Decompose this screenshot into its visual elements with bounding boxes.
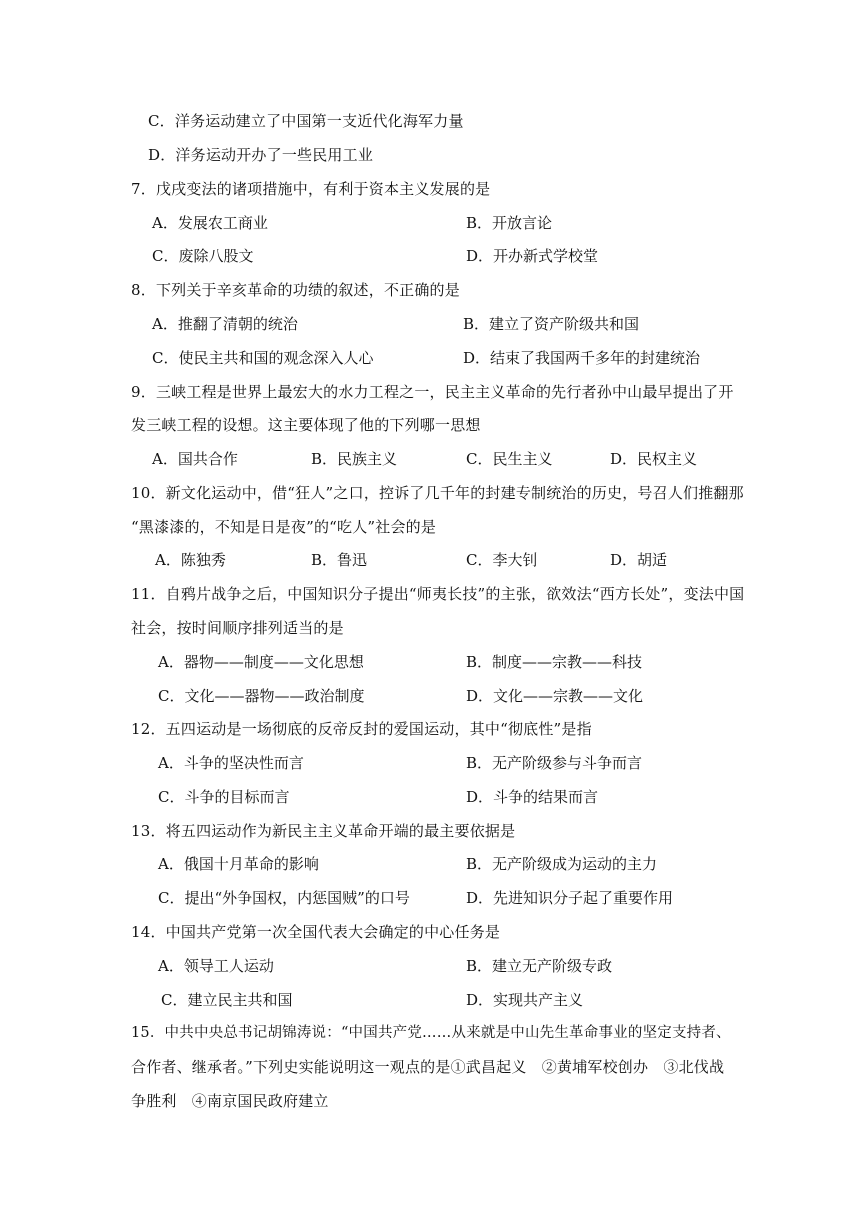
question-10-line-2: “黑漆漆的，不知是日是夜”的“吃人”社会的是 — [131, 518, 437, 536]
q9-option-c: C．民生主义 — [466, 450, 553, 468]
question-14: 14．中国共产党第一次全国代表大会确定的中心任务是 — [131, 923, 501, 941]
q14-option-a: A．领导工人运动 — [158, 957, 274, 975]
q13-option-c: C．提出“外争国权，内惩国贼”的口号 — [158, 889, 410, 907]
q9-option-b: B．民族主义 — [311, 450, 398, 468]
question-13: 13．将五四运动作为新民主主义革命开端的最主要依据是 — [131, 822, 516, 840]
q10-option-a: A．陈独秀 — [155, 551, 226, 569]
question-15-line-1: 15．中共中央总书记胡锦涛说：“中国共产党……从来就是中山先生革命事业的坚定支持者、 — [131, 1025, 731, 1041]
q11-option-b: B．制度——宗教——科技 — [466, 653, 643, 671]
q11-option-d: D．文化——宗教——文化 — [466, 687, 644, 705]
q6-option-d: D．洋务运动开办了一些民用工业 — [148, 146, 374, 164]
q14-option-d: D．实现共产主义 — [466, 991, 584, 1009]
q8-option-b: B．建立了资产阶级共和国 — [463, 315, 640, 333]
question-15-line-2: 合作者、继承者。”下列史实能说明这一观点的是①武昌起义 ②黄埔军校创办 ③北伐战 — [131, 1058, 725, 1076]
q10-option-b: B．鲁迅 — [311, 551, 368, 569]
q11-option-a: A．器物——制度——文化思想 — [158, 653, 364, 671]
q7-option-a: A．发展农工商业 — [152, 214, 268, 232]
q7-option-d: D．开办新式学校堂 — [466, 247, 599, 265]
question-12: 12．五四运动是一场彻底的反帝反封的爱国运动，其中“彻底性”是指 — [131, 720, 592, 738]
q8-option-a: A．推翻了清朝的统治 — [152, 315, 298, 333]
question-10-line-1: 10．新文化运动中，借“狂人”之口，控诉了几千年的封建专制统治的历史，号召人们推翻那 — [131, 484, 744, 502]
q7-option-b: B．开放言论 — [466, 214, 553, 232]
q13-option-d: D．先进知识分子起了重要作用 — [466, 889, 674, 907]
q9-option-a: A．国共合作 — [152, 450, 238, 468]
q9-option-d: D．民权主义 — [610, 450, 698, 468]
q13-option-a: A．俄国十月革命的影响 — [158, 855, 319, 873]
q12-option-c: C．斗争的目标而言 — [158, 788, 290, 806]
q6-option-c: C．洋务运动建立了中国第一支近代化海军力量 — [148, 112, 464, 130]
q10-option-c: C．李大钊 — [466, 551, 538, 569]
q8-option-c: C．使民主共和国的观念深入人心 — [152, 349, 374, 367]
q12-option-b: B．无产阶级参与斗争而言 — [466, 754, 643, 772]
q10-option-d: D．胡适 — [610, 551, 668, 569]
q14-option-b: B．建立无产阶级专政 — [466, 957, 613, 975]
q13-option-b: B．无产阶级成为运动的主力 — [466, 855, 658, 873]
q12-option-d: D．斗争的结果而言 — [466, 788, 599, 806]
question-7: 7．戊戌变法的诸项措施中，有利于资本主义发展的是 — [131, 180, 491, 198]
question-11-line-2: 社会，按时间顺序排列适当的是 — [131, 619, 344, 637]
q14-option-c: C．建立民主共和国 — [161, 991, 293, 1009]
question-8: 8．下列关于辛亥革命的功绩的叙述，不正确的是 — [131, 281, 460, 299]
q12-option-a: A．斗争的坚决性而言 — [158, 754, 304, 772]
q8-option-d: D．结束了我国两千多年的封建统治 — [463, 349, 701, 367]
question-9-line-2: 发三峡工程的设想。这主要体现了他的下列哪一思想 — [131, 416, 481, 434]
question-11-line-1: 11．自鸦片战争之后，中国知识分子提出“师夷长技”的主张，欲效法“西方长处”，变法中国 — [131, 585, 745, 603]
question-15-line-3: 争胜利 ④南京国民政府建立 — [131, 1092, 329, 1110]
question-9-line-1: 9．三峡工程是世界上最宏大的水力工程之一，民主主义革命的先行者孙中山最早提出了开 — [131, 383, 734, 401]
q7-option-c: C．废除八股文 — [152, 247, 254, 265]
q11-option-c: C．文化——器物——政治制度 — [158, 687, 365, 705]
